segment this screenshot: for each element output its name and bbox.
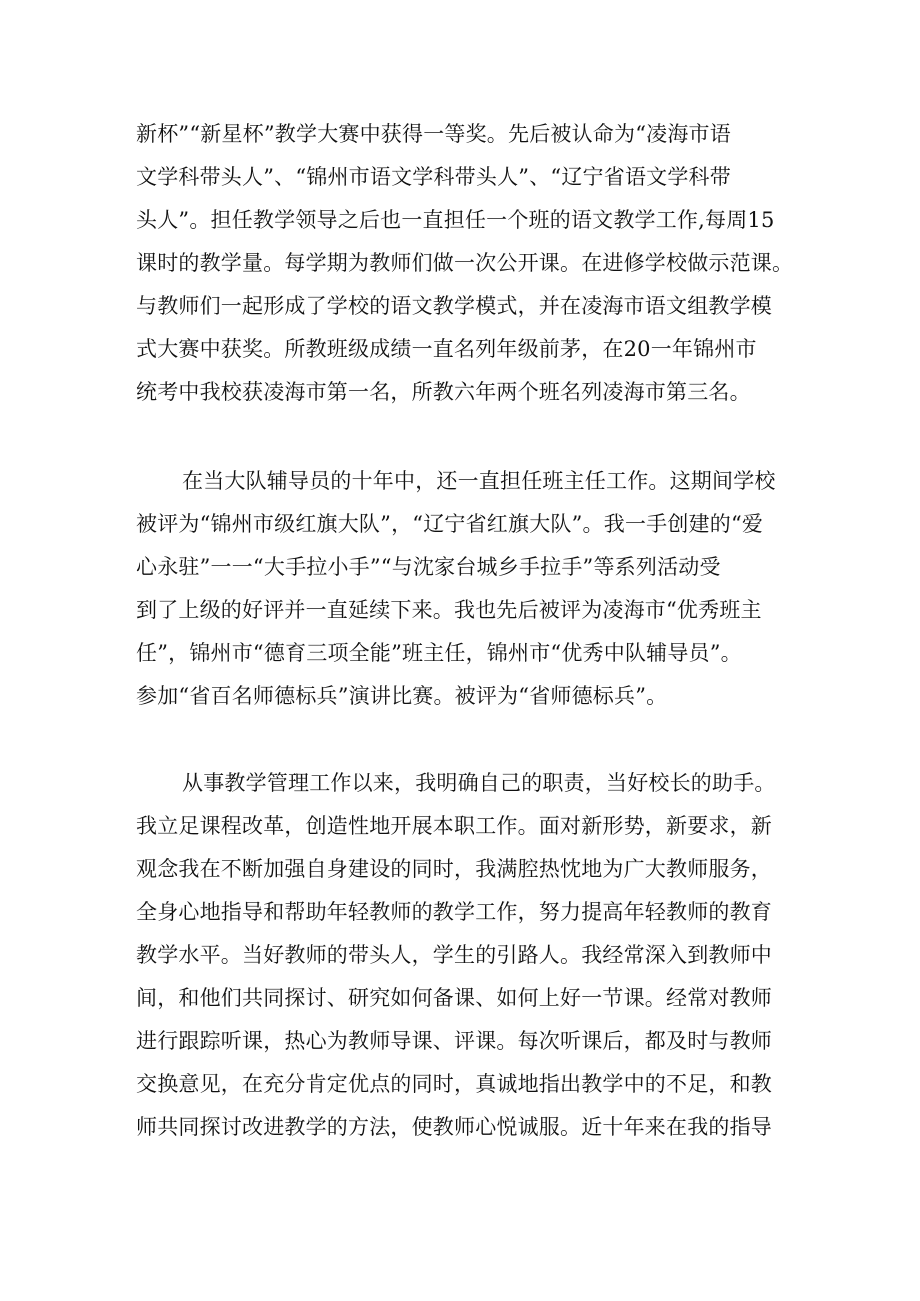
text-line: 间，和他们共同探讨、研究如何备课、如何上好一节课。经常对教师 <box>136 986 772 1010</box>
text-line: 交换意见，在充分肯定优点的同时，真诚地指出教学中的不足，和教 <box>136 1072 772 1096</box>
text-line: 任”，锦州市“德育三项全能”班主任，锦州市“优秀中队辅导员”。 <box>136 641 742 665</box>
text-line: 与教师们一起形成了学校的语文教学模式，并在凌海市语文组教学模 <box>136 294 772 318</box>
paragraph-teaching-awards <box>136 113 796 414</box>
paragraph-management-work <box>136 762 796 1149</box>
text-line: 被评为“锦州市级红旗大队”，“辽宁省红旗大队”。我一手创建的“爱 <box>136 512 764 536</box>
text-line: 我立足课程改革，创造性地开展本职工作。面对新形势，新要求，新 <box>136 814 772 838</box>
text-line: 统考中我校获凌海市第一名，所教六年两个班名列凌海市第三名。 <box>136 380 751 404</box>
text-line: 式大赛中获奖。所教班级成绩一直名列年级前茅，在20一年锦州市 <box>136 337 757 361</box>
paragraph-counselor-work <box>136 460 796 718</box>
text-line: 观念我在不断加强自身建设的同时，我满腔热忱地为广大教师服务， <box>136 857 772 881</box>
text-line: 到了上级的好评并一直延续下来。我也先后被评为凌海市“优秀班主 <box>136 598 762 622</box>
text-line: 参加“省百名师德标兵”演讲比赛。被评为“省师德标兵”。 <box>136 684 668 708</box>
text-line: 进行跟踪听课，热心为教师导课、评课。每次听课后，都及时与教师 <box>136 1029 772 1053</box>
text-line: 师共同探讨改进教学的方法，使教师心悦诚服。近十年来在我的指导 <box>136 1115 772 1139</box>
text-line: 新杯”“新星杯”教学大赛中获得一等奖。先后被认命为“凌海市语 <box>136 122 731 146</box>
text-line: 从事教学管理工作以来，我明确自己的职责，当好校长的助手。 <box>182 771 776 795</box>
text-line: 心永驻”一一“大手拉小手”“与沈家台城乡手拉手”等系列活动受 <box>136 555 721 579</box>
text-line: 文学科带头人”、“锦州市语文学科带头人”、“辽宁省语文学科带 <box>136 165 731 189</box>
text-line: 头人”。担任教学领导之后也一直担任一个班的语文教学工作,每周15 <box>136 208 775 232</box>
text-line: 全身心地指导和帮助年轻教师的教学工作，努力提高年轻教师的教育 <box>136 900 772 924</box>
text-line: 教学水平。当好教师的带头人，学生的引路人。我经常深入到教师中 <box>136 943 772 967</box>
text-line: 在当大队辅导员的十年中，还一直担任班主任工作。这期间学校 <box>182 469 776 493</box>
text-line: 课时的教学量。每学期为教师们做一次公开课。在进修学校做示范课。 <box>136 251 794 275</box>
